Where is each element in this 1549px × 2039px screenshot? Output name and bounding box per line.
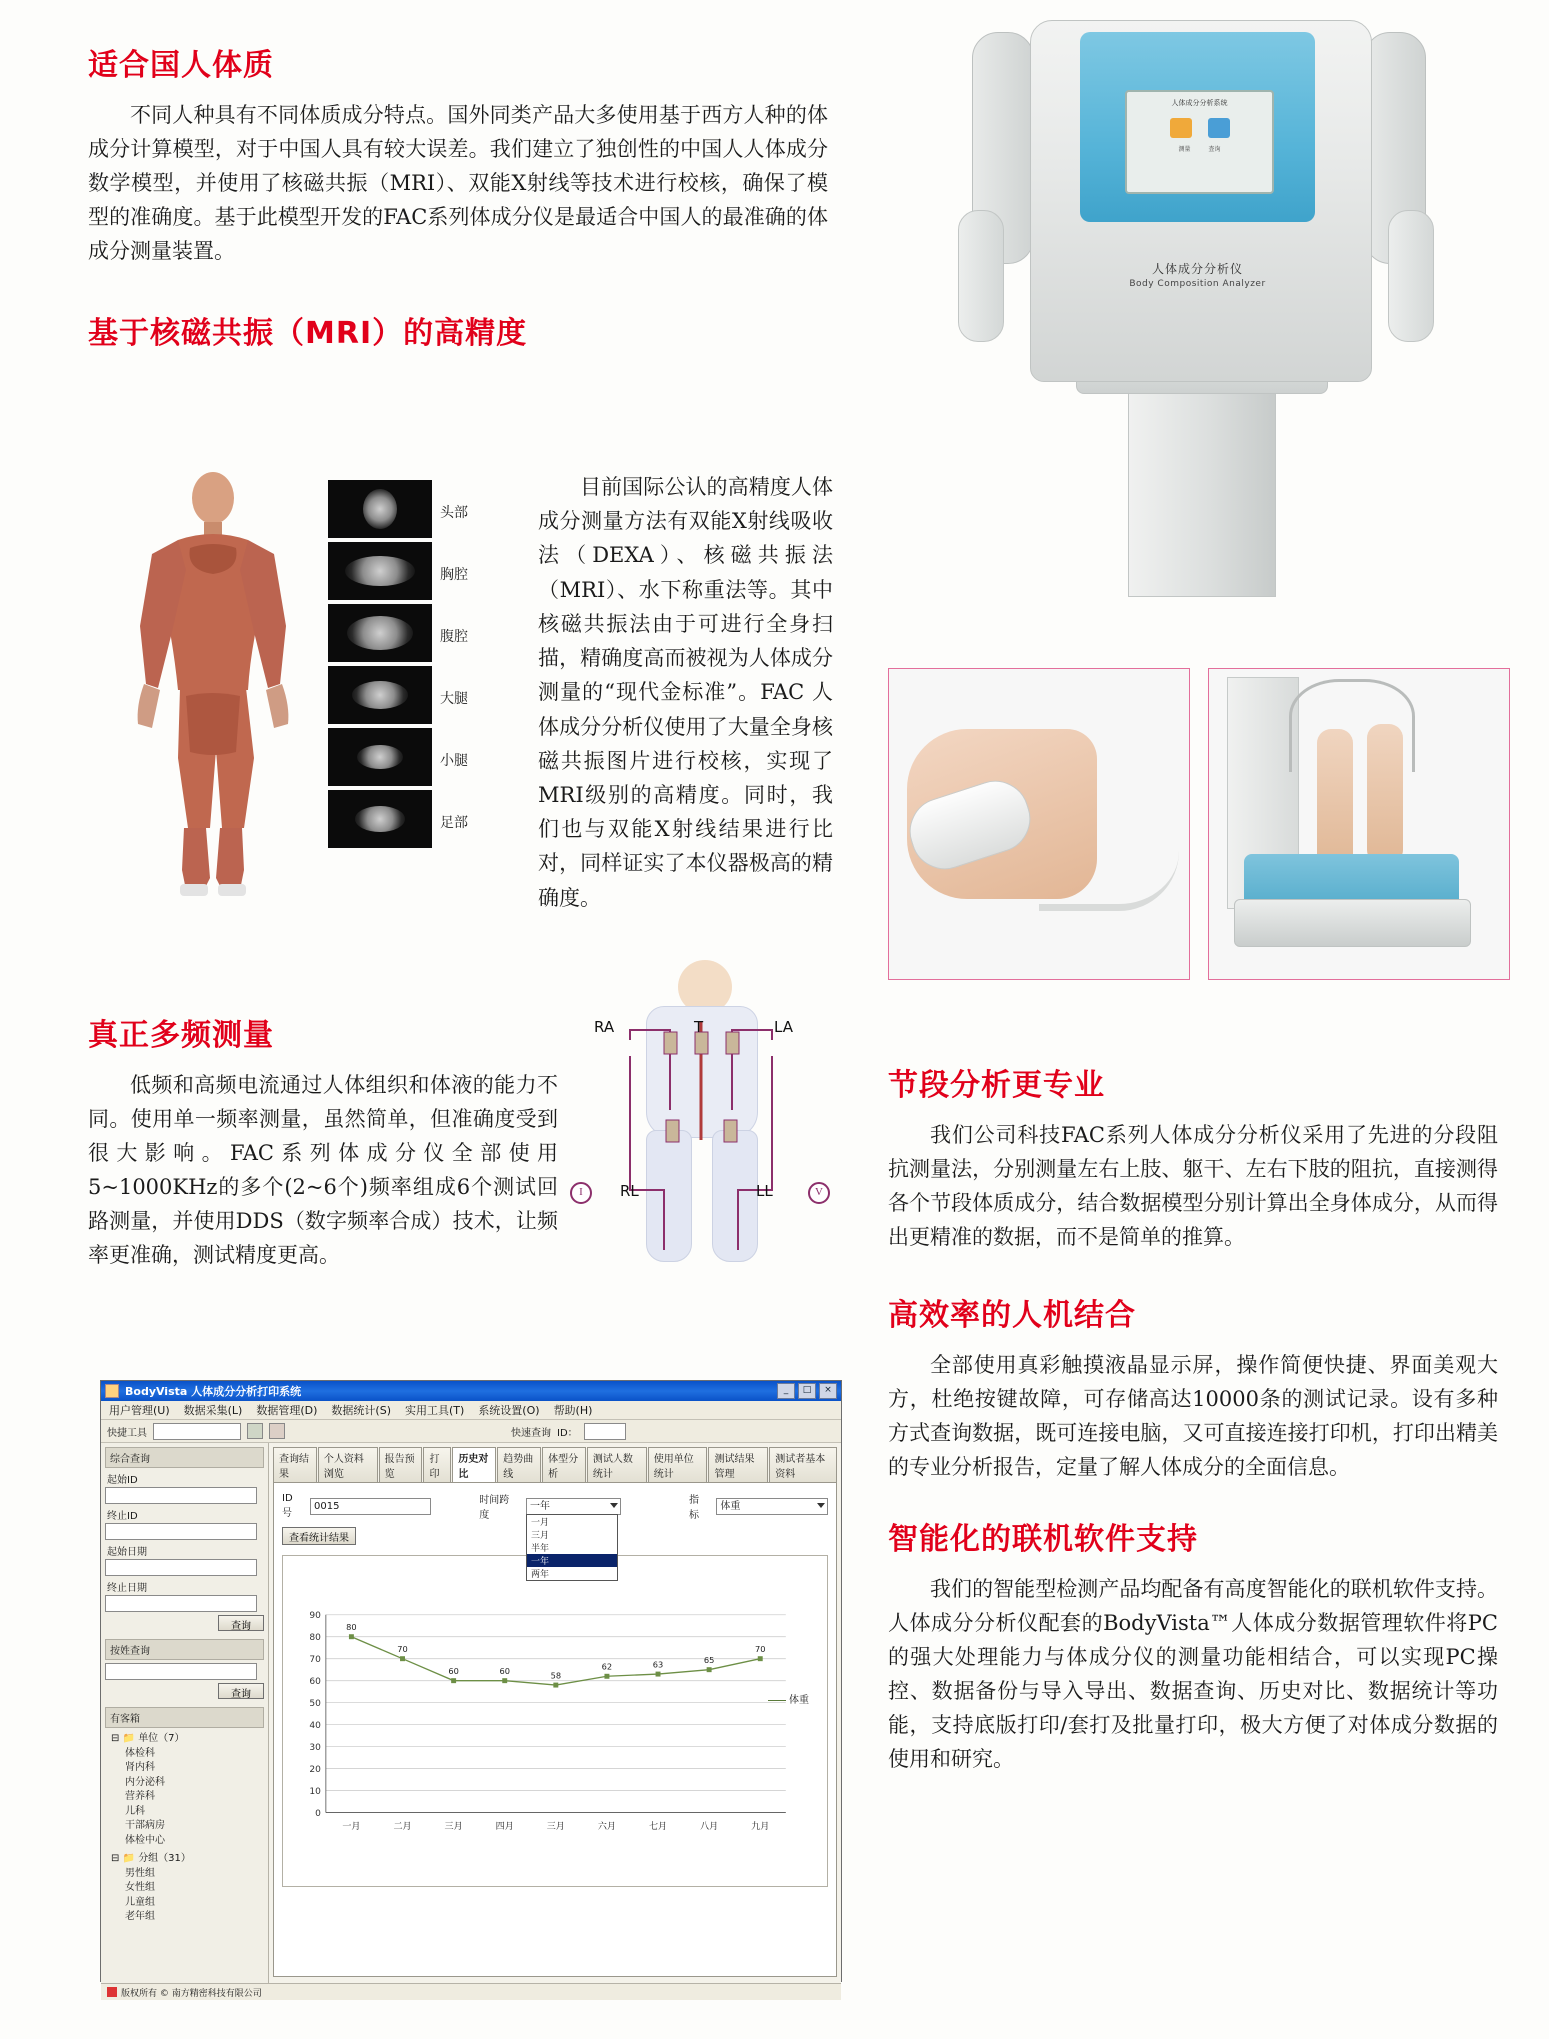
tab-unit-stats[interactable]: 使用单位统计	[648, 1447, 708, 1482]
grip-cable	[1039, 844, 1179, 911]
mri-label: 胸腔	[440, 567, 468, 583]
device-name-cn: 人体成分分析仪	[1151, 262, 1243, 276]
query-button-2[interactable]: 查询	[218, 1683, 264, 1699]
menu-item-collect[interactable]: 数据采集(L)	[183, 1404, 243, 1417]
app-statusbar	[101, 1983, 841, 2000]
field-label-start-id: 起始ID	[107, 1475, 138, 1486]
left-column	[88, 40, 828, 366]
quick-query-id-label: ID：	[557, 1427, 578, 1439]
svg-text:60: 60	[309, 1676, 321, 1687]
section-body-5: 全部使用真彩触摸液晶显示屏，操作简便快捷、界面美观大方，杜绝按键故障，可存储高达10000条的测试记录。设有多种方式查询数据，既可连接电脑，又可直接连接打印机，打印出精美的专业分析报告，定量了解人体成分的全面信息。	[888, 1353, 1498, 1480]
mri-slice	[328, 480, 432, 538]
history-chart	[282, 1555, 828, 1887]
device-screen-title: 人体成分分析系统	[1171, 99, 1228, 107]
group-tree	[105, 1732, 264, 1925]
device-handle-right	[1388, 210, 1434, 342]
tree-leaf[interactable]: 儿童组	[125, 1896, 155, 1908]
close-button[interactable]: ×	[819, 1383, 837, 1399]
tab-report-preview[interactable]: 报告预览	[379, 1447, 423, 1482]
section-body-2: 目前国际公认的高精度人体成分测量方法有双能X射线吸收法（DEXA）、核磁共振法（MRI）、水下称重法等。其中核磁共振法由于可进行全身扫描，精确度高而被视为人体成分测量的“现代金标准”。FAC 人体成分分析仪使用了大量全身核磁共振图片进行校核，实现了MRI级别的高精度。同时，我们也与双能X射线结果进行比对，同样证实了本仪器极高的精确度。	[538, 475, 833, 910]
tree-leaf[interactable]: 体检科	[125, 1747, 155, 1759]
device-photo	[880, 10, 1520, 650]
maximize-button[interactable]: □	[798, 1383, 816, 1399]
foot-base-plate	[1234, 899, 1471, 947]
svg-text:80: 80	[346, 1622, 357, 1633]
mri-slice	[328, 790, 432, 848]
form-label-range: 时间跨度	[479, 1495, 510, 1521]
app-icon	[105, 1384, 119, 1398]
toolbar-select[interactable]	[153, 1423, 241, 1440]
mri-slice	[328, 666, 432, 724]
svg-text:六月: 六月	[597, 1822, 616, 1833]
leg-illustration	[1367, 724, 1403, 864]
group-header-groups: 有客箱	[105, 1707, 264, 1728]
svg-text:63: 63	[652, 1659, 664, 1670]
tree-leaf[interactable]: 儿科	[125, 1805, 145, 1817]
app-left-panel	[101, 1443, 269, 1983]
toolbar-label: 快捷工具	[107, 1427, 147, 1439]
mri-slice-column	[328, 480, 432, 852]
input-end-id[interactable]	[105, 1523, 257, 1540]
mri-label: 小腿	[440, 753, 468, 769]
svg-text:40: 40	[309, 1720, 321, 1731]
leg-illustration	[1317, 729, 1353, 869]
menu-item-help[interactable]: 帮助(H)	[553, 1404, 593, 1417]
chart-legend-label: 体重	[789, 1695, 809, 1706]
mri-label: 腹腔	[440, 629, 468, 645]
range-dropdown-list[interactable]	[526, 1514, 618, 1581]
svg-text:三月: 三月	[444, 1822, 463, 1833]
device-column	[1128, 380, 1276, 597]
node-current: I	[570, 1182, 592, 1204]
app-menubar	[101, 1401, 841, 1420]
mri-label: 大腿	[440, 691, 468, 707]
svg-text:10: 10	[309, 1786, 321, 1797]
tree-leaf[interactable]: 女性组	[125, 1882, 155, 1893]
status-text: 版权所有 © 南方精密科技有限公司	[121, 1988, 262, 1999]
chart-legend	[768, 1691, 809, 1706]
tree-node-label: 分组（31）	[138, 1853, 191, 1864]
tree-leaf[interactable]: 内分泌科	[125, 1776, 165, 1788]
group-header-comprehensive: 综合查询	[105, 1447, 264, 1468]
section-body-1: 不同人种具有不同体质成分特点。国外同类产品大多使用基于西方人种的体成分计算模型，对于中国人具有较大误差。我们建立了独创性的中国人人体成分数学模型，并使用了核磁共振（MRI）、双能X射线等技术进行校核，确保了模型的准确度。基于此模型开发的FAC系列体成分仪是最适合中国人的最准确的体成分测量装置。	[88, 103, 828, 264]
svg-text:七月: 七月	[648, 1822, 668, 1833]
group-header-by-name: 按姓查询	[105, 1639, 264, 1660]
menu-item-settings[interactable]: 系统设置(O)	[478, 1404, 540, 1417]
measure-icon	[1170, 118, 1192, 138]
app-tabs	[273, 1447, 837, 1482]
input-name-query[interactable]	[105, 1663, 257, 1680]
device-name-en: Body Composition Analyzer	[1129, 279, 1266, 289]
svg-text:58: 58	[550, 1670, 562, 1681]
svg-text:60: 60	[499, 1666, 510, 1677]
menu-item-stats[interactable]: 数据统计(S)	[331, 1404, 391, 1417]
svg-text:0: 0	[315, 1808, 321, 1819]
svg-text:70: 70	[397, 1644, 408, 1655]
section-title-6: 智能化的联机软件支持	[888, 1522, 1198, 1558]
software-screenshot	[100, 1380, 842, 1999]
svg-text:62: 62	[601, 1661, 613, 1672]
form-select-range[interactable]: 一年	[526, 1498, 621, 1515]
app-title-text: BodyVista 人体成分分析打印系统	[125, 1385, 302, 1398]
section-body-3: 低频和高频电流通过人体组织和体液的能力不同。使用单一频率测量，虽然简单，但准确度受到很大影响。FAC系列体成分仪全部使用5~1000KHz的多个(2~6个)频率组成6个测试回路测量，并使用DDS（数字频率合成）技术，让频率更准确，测试精度更高。	[88, 1073, 558, 1268]
range-option[interactable]: 一年	[527, 1554, 617, 1567]
input-start-id[interactable]	[105, 1487, 257, 1504]
device-handle-left	[958, 210, 1004, 342]
svg-text:50: 50	[309, 1698, 321, 1709]
field-label-end-id: 终止ID	[107, 1511, 138, 1522]
mri-slice	[328, 542, 432, 600]
query-button[interactable]: 查询	[218, 1615, 264, 1631]
label-rl: RL	[620, 1182, 639, 1200]
app-toolbar	[101, 1420, 841, 1443]
device-icon-label-query: 查询	[1208, 147, 1221, 153]
svg-text:一月: 一月	[342, 1822, 361, 1833]
multifrequency-figure	[560, 960, 840, 1270]
print-icon[interactable]	[269, 1423, 285, 1439]
show-stats-button[interactable]: 查看统计结果	[282, 1527, 356, 1545]
svg-text:60: 60	[448, 1666, 459, 1677]
svg-text:70: 70	[309, 1654, 321, 1665]
range-option[interactable]: 两年	[531, 1569, 550, 1580]
label-ra: RA	[594, 1018, 615, 1036]
form-label-id: ID号	[282, 1493, 293, 1519]
tree-leaf[interactable]: 老年组	[125, 1911, 155, 1922]
label-la: LA	[774, 1018, 793, 1036]
tree-leaf[interactable]: 干部病房	[125, 1820, 165, 1831]
svg-text:65: 65	[703, 1655, 715, 1666]
tab-body-type[interactable]: 体型分析	[542, 1447, 586, 1482]
hand-electrode-photo	[888, 668, 1190, 980]
tab-personal-info[interactable]: 个人资料浏览	[318, 1447, 378, 1482]
range-option[interactable]: 一月	[531, 1517, 550, 1528]
app-body	[101, 1443, 841, 1983]
mri-label: 头部	[440, 505, 468, 521]
tree-leaf[interactable]: 体检中心	[125, 1834, 165, 1846]
status-icon	[107, 1987, 117, 1997]
query-icon	[1208, 118, 1230, 138]
device-icon-label-measure: 测量	[1178, 147, 1191, 153]
tab-subject-basic[interactable]: 测试者基本资料	[769, 1447, 837, 1482]
save-icon[interactable]	[247, 1423, 263, 1439]
chart-canvas	[283, 1581, 827, 1871]
mri-label: 足部	[440, 815, 468, 831]
section-title-4: 节段分析更专业	[888, 1068, 1105, 1103]
tab-query-result[interactable]: 查询结果	[273, 1447, 317, 1482]
app-titlebar	[101, 1381, 841, 1401]
tree-node-group[interactable]: ⊟ 📁 分组（31）	[111, 1853, 191, 1864]
tab-result-manage[interactable]: 测试结果管理	[708, 1447, 768, 1482]
range-option[interactable]: 三月	[531, 1530, 550, 1541]
svg-text:70: 70	[754, 1644, 766, 1655]
svg-text:三月: 三月	[546, 1822, 565, 1833]
label-t: T	[694, 1018, 704, 1036]
section-title-3: 真正多频测量	[88, 1018, 274, 1053]
menu-item-data[interactable]: 数据管理(D)	[256, 1404, 318, 1417]
svg-text:20: 20	[309, 1764, 321, 1775]
input-end-date[interactable]	[105, 1595, 257, 1612]
range-option[interactable]: 半年	[531, 1543, 550, 1554]
tree-leaf[interactable]: 男性组	[125, 1867, 155, 1879]
menu-item-user[interactable]: 用户管理(U)	[109, 1404, 170, 1417]
circuit-overlay	[560, 960, 840, 1270]
field-label-start-date: 起始日期	[107, 1547, 147, 1558]
section-body-4: 我们公司科技FAC系列人体成分分析仪采用了先进的分段阻抗测量法，分别测量左右上肢、躯干、左右下肢的阻抗，直接测得各个节段体质成分，结合数据模型分别计算出全身体成分，从而得出更精准的数据，而不是简单的推算。	[888, 1123, 1498, 1250]
section-body-6: 我们的智能型检测产品均配备有高度智能化的联机软件支持。人体成分分析仪配套的BodyVista™人体成分数据管理软件将PC的强大处理能力与体成分仪的测量功能相结合，可以实现PC操控、数据备份与导入导出、数据查询、历史对比、数据统计等功能，支持底版打印/套打及批量打印，极大方便了对体成分数据的使用和研究。	[888, 1577, 1498, 1772]
tab-history-compare[interactable]: 历史对比	[452, 1447, 496, 1482]
quick-query-id-input[interactable]	[584, 1423, 626, 1440]
tree-node-unit[interactable]: ⊟ 📁 单位（7）	[111, 1733, 185, 1744]
form-input-id[interactable]: 0015	[310, 1498, 431, 1515]
mri-slice	[328, 728, 432, 786]
section-title-2: 基于核磁共振（MRI）的高精度	[88, 316, 528, 352]
quick-query-label: 快速查询	[511, 1427, 551, 1439]
tab-trend-curve[interactable]: 趋势曲线	[497, 1447, 541, 1482]
human-anatomy-illustration	[118, 470, 308, 900]
minimize-button[interactable]: _	[777, 1383, 795, 1399]
svg-text:30: 30	[309, 1742, 321, 1753]
svg-text:80: 80	[309, 1633, 321, 1644]
svg-text:八月: 八月	[700, 1822, 719, 1833]
tree-node-label: 单位（7）	[138, 1733, 185, 1744]
input-start-date[interactable]	[105, 1559, 257, 1576]
form-label-index: 指标	[689, 1495, 700, 1521]
app-panel-history	[273, 1482, 837, 1977]
svg-text:四月: 四月	[495, 1822, 514, 1833]
section-title-5: 高效率的人机结合	[888, 1298, 1136, 1334]
app-right-panel	[269, 1443, 841, 1983]
tree-leaf[interactable]: 营养科	[125, 1791, 155, 1802]
section-title-1: 适合国人体质	[88, 48, 274, 83]
tab-print[interactable]: 打印	[423, 1447, 451, 1482]
mri-slice	[328, 604, 432, 662]
form-select-index[interactable]: 体重	[716, 1498, 828, 1515]
field-label-end-date: 终止日期	[107, 1583, 147, 1594]
tab-tested-count[interactable]: 测试人数统计	[587, 1447, 647, 1482]
tree-leaf[interactable]: 肾内科	[125, 1762, 155, 1773]
node-voltage: V	[808, 1182, 830, 1204]
menu-item-tools[interactable]: 实用工具(T)	[405, 1404, 465, 1417]
foot-electrode-photo	[1208, 668, 1510, 980]
svg-text:90: 90	[309, 1611, 321, 1622]
label-ll: LL	[756, 1182, 773, 1200]
svg-text:九月: 九月	[751, 1822, 770, 1833]
svg-text:二月: 二月	[393, 1822, 412, 1833]
device-screen	[1125, 90, 1274, 194]
